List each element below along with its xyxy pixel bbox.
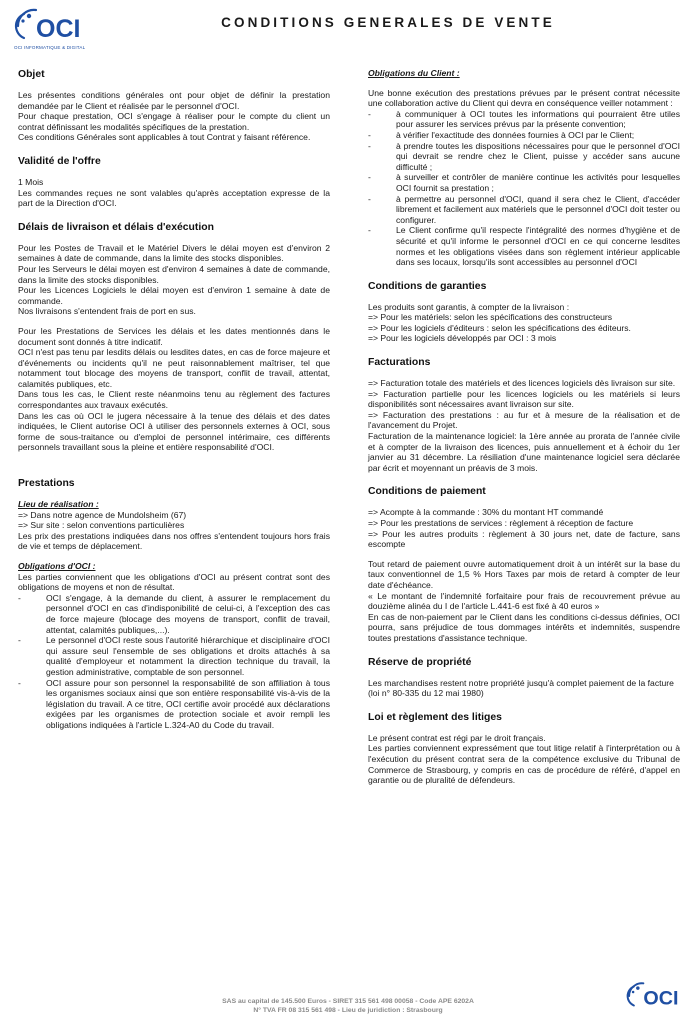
obligations-oci-list: [18, 593, 330, 731]
delais-paragraph: Pour les Prestations de Services les délais et les dates mentionnés dans le document sont donnés à titre indicatif.: [18, 325, 330, 347]
delais-paragraph: Pour les Serveurs le délai moyen est d'environ 4 semaines à date de commande, dans la limite des stocks disponibles.: [18, 263, 330, 285]
lieu-line: => Dans notre agence de Mundolsheim (67): [18, 509, 187, 520]
list-item: - à permettre au personnel d'OCI, quand il sera chez le Client, d'accéder librement et facilement aux matériels que le personnel d'OCI doit tester ou configurer.: [368, 194, 680, 226]
list-item: - Le Client confirme qu'il respecte l'intégralité des normes d'hygiène et de sécurité et qu'il informe le personnel d'OCI en ce qui concerne lesdites normes et les obligations visées dans son règlement intérieur applicable dans ses locaux, lorsqu'ils sont accessibles au personnel d'OCI: [368, 225, 680, 267]
garanties-line: => Pour les logiciels d'éditeurs : selon les spécifications des éditeurs.: [368, 322, 631, 333]
delais-paragraph: Dans les cas où OCI le jugera nécessaire à la tenue des délais et des dates indiquées, le Client autorise OCI à utiliser des personnels externes à OCI, sous forme de sous-traitance ou d'emploi de personnel intérimaire, ces différents personnels travaillant sous la pleine et entière responsabilité d'OCI.: [18, 410, 330, 453]
obligations-client-list: [368, 109, 680, 268]
litiges-paragraph: Les parties conviennent expressément que tout litige relatif à l'interprétation ou à l'exécution du présent contrat sera de la compétence exclusive du Tribunal de Commerce de Strasbourg, y compris en cas de procédure de référé, d'appel en garantie ou de pluralité de défendeurs.: [368, 743, 680, 786]
section-title-objet: Objet: [18, 69, 45, 80]
list-item: - OCI s'engage, à la demande du client, à assurer le remplacement du personnel d'OCI en cas d'indisponibilité de celui-ci, à l'exception des cas de force majeure (blocage des moyens de transport, conflit de travail, attentat, calamités publiques,...).: [18, 593, 330, 635]
reserve-law: (loi n° 80-335 du 12 mai 1980): [368, 688, 484, 699]
lieu-line: => Sur site : selon conventions particulières: [18, 520, 185, 531]
footer-legal-line: SAS au capital de 145.500 Euros - SIRET 315 561 498 00058 - Code APE 6202A: [222, 998, 474, 1005]
objet-paragraph: Les présentes conditions générales ont pour objet de définir la prestation demandée par le Client et réalisée par le personnel d'OCI.: [18, 90, 330, 111]
delais-paragraph: Pour les Licences Logiciels le délai moyen est d'environ 1 semaine à date de commande.: [18, 285, 330, 306]
subtitle-obligations-oci: Obligations d'OCI :: [18, 561, 96, 571]
footer-legal-line: N° TVA FR 08 315 561 498 - Lieu de juridiction : Strasbourg: [253, 1007, 443, 1014]
right-column: [368, 68, 680, 786]
delais-paragraph: OCI n'est pas tenu par lesdits délais ou lesdites dates, en cas de force majeure et d'événements ou incidents qu'il ne peut raisonnablement maîtriser, tel que notamment tout blocage des moyens de transport, conflit de travail, attentat, calamités publiques, etc.: [18, 347, 330, 389]
paiement-line: => Pour les autres produits : règlement à 30 jours net, date de facture, sans escompte: [368, 528, 680, 550]
objet-paragraph: Ces conditions Générales sont applicables à tout Contrat y faisant référence.: [18, 132, 311, 143]
list-item: - à communiquer à OCI toutes les informations qui pourraient être utiles pour assurer les services prévus par la présente convention;: [368, 109, 680, 130]
section-title-paiement: Conditions de paiement: [368, 486, 486, 498]
section-title-prestations: Prestations: [18, 478, 75, 490]
section-title-facturations: Facturations: [368, 357, 431, 369]
paiement-line: => Acompte à la commande : 30% du montant HT commandé: [368, 507, 604, 518]
page-title: CONDITIONS GENERALES DE VENTE: [221, 15, 555, 30]
objet-paragraph: Pour chaque prestation, OCI s'engage à réaliser pour le compte du client un contrat définissant les modalités spécifiques de la prestation.: [18, 111, 330, 132]
left-column: [18, 68, 330, 731]
oci-logo-footer-text: OCI: [643, 987, 679, 1010]
list-item: - à vérifier l'exactitude des données fournies à OCI par le Client;: [368, 130, 680, 141]
oci-logo-footer: [626, 980, 686, 1012]
paiement-paragraph: Tout retard de paiement ouvre automatiquement droit à un intérêt sur la base du taux conventionnel de 1,5 % Hors Taxes par mois de retard à compter de leur date d'échéance.: [368, 558, 680, 590]
lieu-paragraph: Les prix des prestations indiquées dans nos offres s'entendent toujours hors frais de vie et temps de déplacement.: [18, 530, 330, 552]
section-title-litiges: Loi et règlement des litiges: [368, 711, 502, 723]
subtitle-lieu-realisation: Lieu de réalisation :: [18, 499, 99, 510]
obligations-client-intro: Une bonne exécution des prestations prévues par le présent contrat nécessite une collaboration active du Client qui devra en conséquence veiller notamment :: [368, 87, 680, 109]
subtitle-obligations-client: Obligations du Client :: [368, 68, 460, 78]
paiement-paragraph: « Le montant de l'indemnité forfaitaire pour frais de recouvrement prévue au douzième alinéa du I de l'article L.441-6 est fixé à 40 euros »: [368, 590, 680, 612]
oci-logo-text: OCI: [36, 15, 81, 43]
paiement-paragraph: En cas de non-paiement par le Client dans les conditions ci-dessus définies, OCI pourra, sans préjudice de tous dommages intérêts et indemnités, suspendre toutes prestations d'assistance technique.: [368, 611, 680, 643]
delais-paragraph: Nos livraisons s'entendent frais de port en sus.: [18, 306, 196, 317]
facturations-line: => Facturation totale des matériels et des licences logiciels dès livraison sur site.: [368, 378, 676, 389]
list-item: - à prendre toutes les dispositions nécessaires pour que le personnel d'OCI qui devrait se rendre chez le Client, puisse y accéder sans aucune difficulté ;: [368, 141, 680, 173]
garanties-line: => Pour les logiciels développés par OCI : 3 mois: [368, 333, 557, 344]
logo-tagline: OCI INFORMATIQUE & DIGITAL: [14, 45, 86, 50]
garanties-line: => Pour les matériels: selon les spécifications des constructeurs: [368, 312, 613, 323]
validite-paragraph: 1 Mois: [18, 176, 44, 187]
reserve-paragraph: Les marchandises restent notre propriété jusqu'à complet paiement de la facture: [368, 677, 674, 688]
delais-paragraph: Pour les Postes de Travail et le Matériel Divers le délai moyen est d'environ 2 semaines à date de commande, dans la limite des stocks disponibles.: [18, 242, 330, 264]
list-item: - à surveiller et contrôler de manière continue les activités pour lesquelles OCI fournit sa prestation ;: [368, 172, 680, 193]
delais-paragraph: Dans tous les cas, le Client reste néanmoins tenu au règlement des factures correspondantes aux travaux exécutés.: [18, 389, 330, 411]
litiges-paragraph: Le présent contrat est régi par le droit français.: [368, 732, 546, 743]
list-item: - Le personnel d'OCI reste sous l'autorité hiérarchique et disciplinaire d'OCI qui assure seul l'ensemble de ses obligations et droits attachés à sa qualité d'employeur et notamment la direction technique du travail, la gestion administrative, comptable de son personnel.: [18, 635, 330, 677]
oci-logo: [14, 6, 90, 46]
section-title-delais: Délais de livraison et délais d'exécution: [18, 221, 214, 233]
obligations-oci-intro: Les parties conviennent que les obligations d'OCI au présent contrat sont des obligations de moyens et non de résultat.: [18, 571, 330, 593]
facturations-paragraph: Facturation de la maintenance logiciel: la 1ère année au prorata de l'année civile et à compter de la livraison des licences, puis annuellement et à échoir du 1er janvier au 31 décembre. La résiliation d'une maintenance logiciel sera déclarée par écrit et moyennant un préavis de 3 mois.: [368, 431, 680, 473]
section-title-garanties: Conditions de garanties: [368, 280, 487, 292]
facturations-line: => Facturation partielle pour les licences logiciels ou les matériels si leurs disponibilités sont nécessaires avant livraison sur site.: [368, 388, 680, 410]
validite-paragraph: Les commandes reçues ne sont valables qu'après acceptation expresse de la part de la Direction d'OCI.: [18, 187, 330, 209]
section-title-reserve: Réserve de propriété: [368, 656, 472, 668]
garanties-line: Les produits sont garantis, à compter de la livraison :: [368, 301, 570, 312]
list-item: - OCI assure pour son personnel la responsabilité de son affiliation à tous les organismes sociaux ainsi que son entière responsabilité vis-à-vis de la législation du travail. A ce titre, OCI certifie avoir procédé aux déclarations exigées par les organismes de protection sociale et avoir rempli les obligations indiquées à l'article L.324-A0 du Code du travail.: [18, 678, 330, 731]
section-title-validite: Validité de l'offre: [18, 155, 101, 167]
facturations-line: => Facturation des prestations : au fur et à mesure de la réalisation et de l'avancement du Projet.: [368, 409, 680, 431]
paiement-line: => Pour les prestations de services : règlement à réception de facture: [368, 518, 634, 528]
